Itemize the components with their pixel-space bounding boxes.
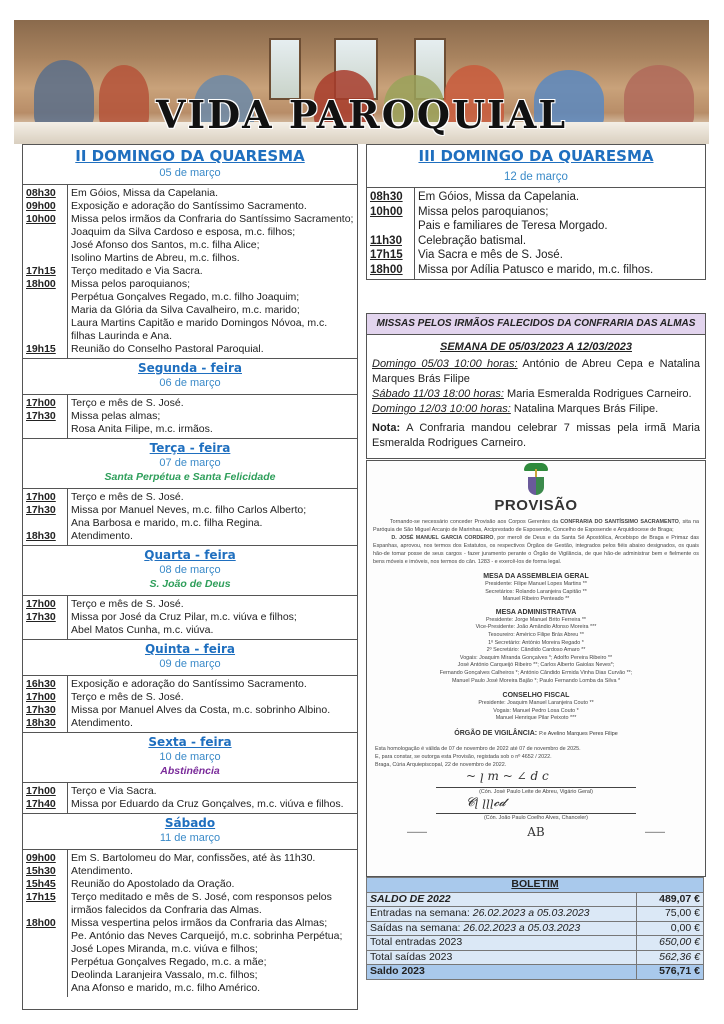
right-sunday-date: 12 de março xyxy=(504,171,568,183)
provisao-member: Vice-Presidente: João Amândio Afonso Moreira *** xyxy=(475,624,597,631)
provisao-member: Vogais: Manuel Pedro Losa Couto * xyxy=(493,707,579,714)
sunday-schedule xyxy=(23,185,357,359)
right-sunday-schedule xyxy=(367,188,705,279)
time-label xyxy=(26,624,67,637)
confraria-entry xyxy=(372,402,700,417)
time-label: 10h00 xyxy=(26,213,56,225)
schedule-line: Terço e mês de S. José. xyxy=(71,491,184,503)
boletim-row xyxy=(367,907,704,922)
schedule-line: Abel Matos Cunha, m.c. viúva. xyxy=(71,624,214,636)
schedule-line: Perpétua Gonçalves Regado, m.c. filho Joaquim; xyxy=(71,291,300,303)
boletim-row xyxy=(367,936,704,951)
time-label: 15h45 xyxy=(26,878,56,890)
time-label: 17h00 xyxy=(26,397,56,409)
schedule-line: Missa por Eduardo da Cruz Gonçalves, m.c. viúva e filhos. xyxy=(71,798,344,810)
sunday-header xyxy=(23,145,357,185)
schedule-line: Reunião do Conselho Pastoral Paroquial. xyxy=(71,343,264,355)
time-label xyxy=(26,930,67,943)
day-note: S. João de Deus xyxy=(149,578,231,590)
time-label xyxy=(26,239,67,252)
time-label: 17h15 xyxy=(26,265,56,277)
schedule-line: Exposição e adoração do Santíssimo Sacramento. xyxy=(71,200,307,212)
time-label: 17h15 xyxy=(26,891,56,903)
boletim-amount: 489,07 € xyxy=(637,892,704,907)
boletim-amount: 0,00 € xyxy=(637,921,704,936)
provisao-member: Manuel Paulo José Moreira Bajão *; Paulo Fernando Lomba da Silva * xyxy=(451,677,621,684)
boletim-title: BOLETIM xyxy=(367,878,704,893)
signature-line: ~ ꞁ m ~ ∠ d c xyxy=(436,777,636,788)
provisao-member: José António Carqueijó Ribeiro **; Carlos Alberto Gaiolas Neves*; xyxy=(457,662,615,669)
day-name: Terça - feira xyxy=(149,441,231,455)
schedule-line: Missa por Manuel Alves da Costa, m.c. sobrinho Albino. xyxy=(71,704,331,716)
times-column xyxy=(23,676,68,732)
provisao-member: Fernando Gonçalves Calheiros *; António Cândido Ermida Vinha Dias Curvão **; xyxy=(439,669,633,676)
boletim-amount: 576,71 € xyxy=(637,965,704,980)
confraria-week: SEMANA DE 05/03/2023 A 12/03/2023 xyxy=(439,341,632,353)
time-label xyxy=(26,943,67,956)
time-label xyxy=(26,969,67,982)
entry-who: Natalina Marques Brás Filipe. xyxy=(513,403,659,415)
boletim-row xyxy=(367,965,704,980)
day-date: 07 de março xyxy=(159,457,221,469)
schedule-line: Isolino Martins de Abreu, m.c. filhos. xyxy=(71,252,240,264)
provisao-member: 2º Secretário: Cândido Cardoso Amaro ** xyxy=(486,647,586,654)
confraria-title: MISSAS PELOS IRMÃOS FALECIDOS DA CONFRARIA DAS ALMAS xyxy=(367,314,705,335)
time-label: 08h30 xyxy=(26,187,56,199)
day-date: 09 de março xyxy=(159,658,221,670)
provisao-member: Manuel Ribeiro Penteado ** xyxy=(502,596,570,603)
time-label: 09h00 xyxy=(26,200,56,212)
para1-a: Tornando-se necessário conceder Provisão aos Corpos Gerentes da xyxy=(389,519,561,525)
time-label xyxy=(26,517,67,530)
boletim-row xyxy=(367,892,704,907)
schedule-line: Terço meditado e mês de S. José, com responsos pelos xyxy=(71,891,332,903)
signature-1-name: (Cón. José Paulo Leite de Abreu, Vigário Geral) xyxy=(479,788,593,795)
right-sunday-title: III DOMINGO DA QUARESMA xyxy=(418,147,654,165)
fiscal-title: CONSELHO FISCAL xyxy=(502,692,570,700)
provisao-member: Manuel Henrique Pilar Peixoto *** xyxy=(495,715,577,722)
schedule-line: José Lopes Miranda, m.c. viúva e filhos; xyxy=(71,943,258,955)
entry-when: Sábado 11/03 18:00 horas: xyxy=(372,388,504,400)
time-label xyxy=(26,226,67,239)
archdiocese-logo-icon: AB xyxy=(527,824,545,839)
row-label: Total saídas 2023 xyxy=(370,950,453,963)
boletim-amount: 562,36 € xyxy=(637,950,704,965)
entry-when: Domingo 05/03 10:00 horas: xyxy=(372,358,518,370)
lines-column xyxy=(68,395,357,438)
time-label: 17h00 xyxy=(26,785,56,797)
schedule-line: Em S. Bartolomeu do Mar, confissões, até às 11h30. xyxy=(71,852,316,864)
day-note: Abstinência xyxy=(160,765,220,777)
provisao-letterhead: ▬▬▬▬▬ AB ▬▬▬▬▬ xyxy=(407,824,665,839)
row-label: Saídas na semana: xyxy=(370,921,461,934)
times-column xyxy=(367,188,415,279)
time-label: 17h30 xyxy=(26,410,56,422)
lines-column xyxy=(68,676,357,732)
para2-a: D. JOSÉ MANUEL GARCIA CORDEIRO xyxy=(391,535,494,541)
lines-column xyxy=(415,188,705,279)
entry-who: António de Abreu Cepa e Natalina Marques Brás Filipe xyxy=(372,358,700,385)
entry-who: Maria Esmeralda Rodrigues Carneiro. xyxy=(506,388,692,400)
day-date: 06 de março xyxy=(159,377,221,389)
schedule-line: Atendimento. xyxy=(71,865,133,877)
time-label: 18h00 xyxy=(26,278,56,290)
schedule-line: Celebração batismal. xyxy=(418,234,527,247)
confraria-entry xyxy=(372,357,700,387)
lines-column xyxy=(68,783,357,813)
schedule-line: Atendimento. xyxy=(71,717,133,729)
schedule-line: Em Góios, Missa da Capelania. xyxy=(418,191,580,203)
boletim-amount: 75,00 € xyxy=(637,907,704,922)
right-sunday-box xyxy=(366,144,706,280)
time-label: 17h30 xyxy=(26,504,56,516)
day-note: Santa Perpétua e Santa Felicidade xyxy=(104,471,276,483)
time-label: 17h00 xyxy=(26,598,56,610)
lines-column xyxy=(68,596,357,639)
row-label: SALDO DE 2022 xyxy=(370,892,451,905)
admin-title: MESA ADMINISTRATIVA xyxy=(495,608,577,616)
day-schedule xyxy=(23,676,357,733)
schedule-line: Via Sacra e mês de S. José. xyxy=(418,249,563,261)
schedule-line: Perpétua Gonçalves Regado, m.c. a mãe; xyxy=(71,956,267,968)
schedule-line: Pe. António das Neves Carqueijó, m.c. sobrinha Perpétua; xyxy=(71,930,343,942)
schedule-line: Atendimento. xyxy=(71,530,133,542)
left-column xyxy=(22,144,358,1010)
provisao-paragraph xyxy=(367,518,705,566)
schedule-line: Ana Barbosa e marido, m.c. filha Regina. xyxy=(71,517,263,529)
day-header xyxy=(23,439,357,489)
schedule-line: José Afonso dos Santos, m.c. filha Alice; xyxy=(71,239,260,251)
schedule-line: Deolinda Laranjeira Vassalo, m.c. filhos; xyxy=(71,969,258,981)
day-header xyxy=(23,640,357,676)
schedule-line: Em Góios, Missa da Capelania. xyxy=(71,187,219,199)
vigilancia-label: ÓRGÃO DE VIGILÂNCIA: xyxy=(454,729,538,737)
boletim-row xyxy=(367,950,704,965)
entry-when: Domingo 12/03 10:00 horas: xyxy=(372,403,511,415)
time-label: 17h00 xyxy=(26,491,56,503)
schedule-line: irmãos falecidos da Confraria das Almas. xyxy=(71,904,262,916)
time-label: 17h40 xyxy=(26,798,56,810)
coat-of-arms-icon xyxy=(516,463,556,503)
footer-line: Esta homologação é válida de 07 de novembro de 2022 até 07 de novembro de 2025. xyxy=(375,745,581,752)
provisao-document xyxy=(366,460,706,877)
schedule-line: Missa vespertina pelos irmãos da Confraria das Almas; xyxy=(71,917,328,929)
boletim-label xyxy=(367,892,637,907)
schedule-line: Joaquim da Silva Cardoso e esposa, m.c. filhos; xyxy=(71,226,296,238)
assembleia-title: MESA DA ASSEMBLEIA GERAL xyxy=(483,573,589,580)
day-date: 11 de março xyxy=(159,832,221,844)
schedule-line: Missa por Adília Patusco e marido, m.c. filhos. xyxy=(418,263,654,276)
boletim-label xyxy=(367,907,637,922)
para1-c: , sita na Paróquia de São Miguel Arcanjo de Marinhas, Arciprestado de Esposende, Concelho de Esposende e Arquidiocese de Braga; xyxy=(373,519,699,533)
vigilancia-name: P.e Avelino Marques Peres Filipe xyxy=(539,730,618,737)
times-column xyxy=(23,596,68,639)
banner-title: VIDA PAROQUIAL xyxy=(155,92,568,137)
row-period: 26.02.2023 a 05.03.2023 xyxy=(472,907,590,919)
time-label xyxy=(370,219,414,234)
boletim-amount: 650,00 € xyxy=(637,936,704,951)
schedule-line: Exposição e adoração do Santíssimo Sacramento. xyxy=(71,678,307,690)
boletim-row xyxy=(367,921,704,936)
provisao-member: 1º Secretário: António Moreira Regado * xyxy=(488,639,584,646)
row-label: Entradas na semana: xyxy=(370,907,470,919)
lines-column xyxy=(68,489,357,545)
lines-column xyxy=(68,850,357,997)
row-label: Total entradas 2023 xyxy=(370,936,463,948)
boletim-label xyxy=(367,965,637,980)
row-label: Saldo 2023 xyxy=(370,965,425,977)
time-label: 18h30 xyxy=(26,717,56,729)
time-label xyxy=(26,956,67,969)
provisao-member: Secretários: Rolando Laranjeira Capitão ** xyxy=(485,588,587,595)
day-schedule xyxy=(23,596,357,640)
time-label xyxy=(26,330,67,343)
time-label: 17h30 xyxy=(26,611,56,623)
time-label xyxy=(26,252,67,265)
sunday-title: II DOMINGO DA QUARESMA xyxy=(75,147,305,165)
day-header xyxy=(23,546,357,596)
lines-column xyxy=(68,185,357,358)
provisao-member: Presidente: Filipe Manuel Lopes Martins ** xyxy=(485,581,587,587)
day-name: Sexta - feira xyxy=(148,735,232,749)
signature-2-name: (Cón. João Paulo Coelho Alves, Chanceler) xyxy=(484,814,588,821)
time-label: 17h00 xyxy=(26,691,56,703)
day-header xyxy=(23,733,357,783)
day-name: Quinta - feira xyxy=(144,642,236,656)
boletim-label xyxy=(367,950,637,965)
day-schedule xyxy=(23,783,357,814)
confraria-entry xyxy=(372,387,700,402)
boletim-label xyxy=(367,921,637,936)
time-label: 18h00 xyxy=(370,263,403,276)
footer-line: Braga, Cúria Arquiepiscopal, 22 de novembro de 2022. xyxy=(375,761,507,768)
day-schedule xyxy=(23,395,357,439)
time-label: 17h15 xyxy=(370,249,403,261)
schedule-line: Terço meditado e Via Sacra. xyxy=(71,265,203,277)
schedule-line: Rosa Anita Filipe, m.c. irmãos. xyxy=(71,423,213,435)
times-column xyxy=(23,783,68,813)
right-sunday-header xyxy=(367,145,705,188)
sunday-date: 05 de março xyxy=(159,167,221,179)
time-label: 17h30 xyxy=(26,704,56,716)
provisao-member: Presidente: Jorge Manuel Brito Ferreira ** xyxy=(485,616,587,623)
schedule-line: filhas Laurinda e Ana. xyxy=(71,330,172,342)
time-label: 18h00 xyxy=(26,917,56,929)
day-schedule xyxy=(23,850,357,997)
time-label: 19h15 xyxy=(26,343,56,355)
time-label: 11h30 xyxy=(370,234,402,247)
schedule-line: Terço e mês de S. José. xyxy=(71,691,184,703)
time-label xyxy=(26,904,67,917)
time-label xyxy=(26,291,67,304)
time-label: 15h30 xyxy=(26,865,56,877)
day-schedule xyxy=(23,489,357,546)
schedule-line: Pais e familiares de Teresa Morgado. xyxy=(418,220,608,232)
schedule-line: Terço e mês de S. José. xyxy=(71,598,184,610)
schedule-line: Laura Martins Capitão e marido Domingos Nóvoa, m.c. xyxy=(71,317,328,329)
provisao-member: Vogais: Joaquim Miranda Gonçalves *; Adolfo Pereira Ribeiro ** xyxy=(459,654,613,661)
confraria-box xyxy=(366,313,706,459)
time-label xyxy=(26,982,67,995)
boletim-table xyxy=(366,877,704,980)
schedule-line: Missa pelos paroquianos; xyxy=(71,278,191,290)
signature-line: 𝓒ꞁ ꞁꞁꞁ𝓬𝓭 xyxy=(436,803,636,814)
schedule-line: Reunião do Apostolado da Oração. xyxy=(71,878,235,890)
provisao-member: Presidente: Joaquim Manuel Laranjeira Couto ** xyxy=(478,700,594,707)
day-name: Quarta - feira xyxy=(144,548,236,562)
time-label xyxy=(26,317,67,330)
confraria-note xyxy=(372,421,700,451)
schedule-line: Ana Afonso e marido, m.c. filho Américo. xyxy=(71,982,261,994)
schedule-line: Missa pelos paroquianos; xyxy=(418,205,549,218)
boletim-label xyxy=(367,936,637,951)
day-date: 08 de março xyxy=(159,564,221,576)
time-label: 08h30 xyxy=(370,191,403,203)
times-column xyxy=(23,850,68,997)
note-text: A Confraria mandou celebrar 7 missas pela irmã Maria Esmeralda Rodrigues Carneiro. xyxy=(372,422,700,449)
day-header xyxy=(23,814,357,850)
para2-b: , por mercê de Deus e da Santa Sé Apostólica, Arcebispo de Braga e Primaz das Espanhas, aprovou, nos termos dos Estatutos, os respectivos Órgãos de Gestão, integrados pelos fiéis abaixo designados, os quais hão-de tomar posse de seus cargos - fazer juramento perante o Órgão de Vigilância, de que hão-de administrar bem e fielmente os bens móveis e imóveis, nos termos do cân. 1283 - e exercê-los de forma legal. xyxy=(373,535,700,565)
note-label: Nota: xyxy=(372,422,401,434)
banner-image xyxy=(14,20,709,144)
time-label xyxy=(26,423,67,436)
times-column xyxy=(23,395,68,438)
row-period: 26.02.2023 a 05.03.2023 xyxy=(463,921,581,934)
day-date: 10 de março xyxy=(159,751,221,763)
day-name: Sábado xyxy=(164,816,216,830)
time-label: 18h30 xyxy=(26,530,56,542)
para1-b: CONFRARIA DO SANTÍSSIMO SACRAMENTO xyxy=(560,519,679,525)
vigilancia xyxy=(367,729,705,739)
provisao-footer xyxy=(367,745,705,769)
times-column xyxy=(23,489,68,545)
schedule-line: Maria da Glória da Silva Cavalheiro, m.c. marido; xyxy=(71,304,300,316)
time-label xyxy=(26,304,67,317)
provisao-member: Tesoureiro: Américo Filipe Brás Abreu ** xyxy=(488,631,584,638)
schedule-line: Missa por José da Cruz Pilar, m.c. viúva e filhos; xyxy=(71,611,297,623)
schedule-line: Missa por Manuel Neves, m.c. filho Carlos Alberto; xyxy=(71,504,307,516)
schedule-line: Missa pelos irmãos da Confraria do Santíssimo Sacramento; xyxy=(71,213,354,225)
day-name: Segunda - feira xyxy=(138,361,242,375)
provisao-title: PROVISÃO xyxy=(494,497,578,514)
schedule-line: Terço e mês de S. José. xyxy=(71,397,184,409)
schedule-line: Missa pelas almas; xyxy=(71,410,161,422)
schedule-line: Terço e Via Sacra. xyxy=(71,785,157,797)
time-label: 10h00 xyxy=(370,205,403,218)
time-label: 09h00 xyxy=(26,852,56,864)
times-column xyxy=(23,185,68,358)
time-label: 16h30 xyxy=(26,678,56,690)
day-header xyxy=(23,359,357,395)
footer-line: E, para constar, se outorga esta Provisão, registada sob o nº 4652 / 2022. xyxy=(375,753,552,760)
